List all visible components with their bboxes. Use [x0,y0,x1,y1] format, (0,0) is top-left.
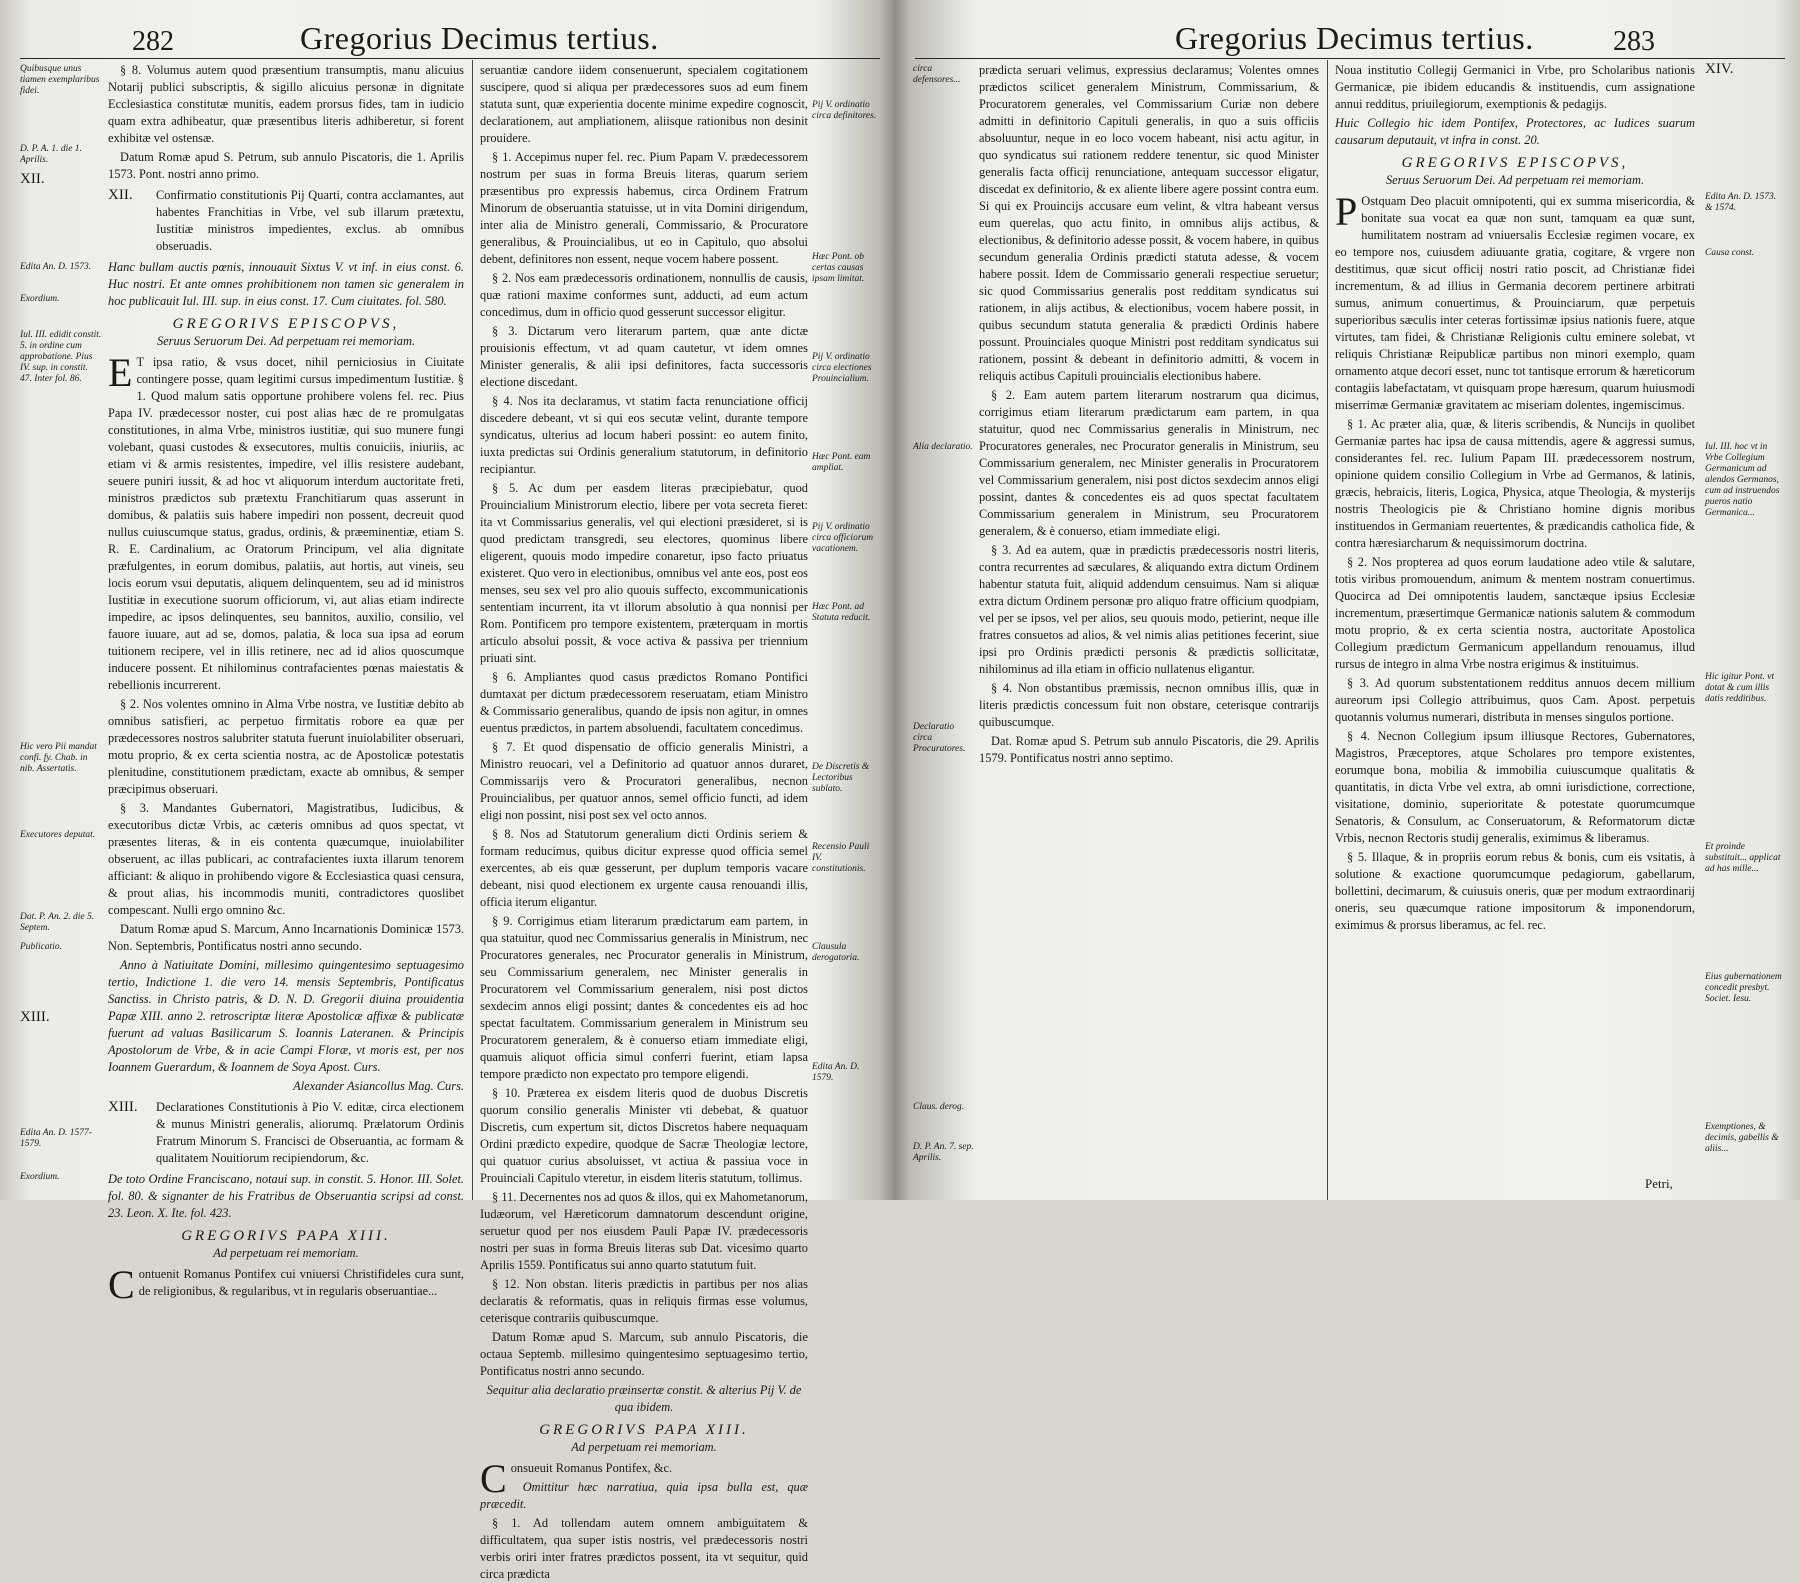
margin-note: Dat. P. An. 2. die 5. Septem. [20,912,95,933]
margin-note: XIV. [1705,61,1734,77]
paragraph: § 4. Non obstantibus præmissis, necnon omnibus illis, quæ in literis prædictis concessum fuit non obstare, ceterisque contrarijs quibuscumque. [979,681,1319,729]
bull-subheading: Seruus Seruorum Dei. Ad perpetuam rei memoriam. [1385,173,1645,187]
paragraph: Hanc bullam auctis pœnis, innouauit Sixtus V. vt inf. in eius const. 6. Huc nostri. Et ante omnes prohibitionem non tamen sic generalem in hoc publicauit Iul. III. sup. in eius const. 17. Cum ciuitates. fol. 580. [108,260,464,308]
paragraph: Datum Romæ apud S. Petrum, sub annulo Piscatoris, die 1. Aprilis 1573. Pont. nostri anno primo. [108,150,464,181]
margin-note: Causa const. [1705,248,1755,258]
section-number: XIII. [108,1099,138,1115]
paragraph: Datum Romæ apud S. Marcum, Anno Incarnationis Dominicæ 1573. Non. Septembris, Pontificatus nostri anno secundo. [108,922,464,953]
bull-heading: GREGORIVS PAPA XIII. [181,1228,391,1244]
margin-note: Hic igitur Pont. vt dotat & cum illis datis redditibus. [1705,672,1775,704]
paragraph: Noua institutio Collegij Germanici in Vrbe, pro Scholaribus nationis Germanicæ, pie ibidem educandis & instituendis, cum assignatione annui redditus, priuilegiorum, exemptionis & pedagijs. [1335,63,1695,111]
paragraph: Datum Romæ apud S. Marcum, sub annulo Piscatoris, die octaua Septemb. millesimo quingentesimo septuagesimo tertio, Pontificatus nostri anno secundo. [480,1330,808,1378]
dropcap: C [108,1262,135,1307]
margin-note: Pij V. ordinatio circa definitores. [812,100,877,121]
running-head: Gregorius Decimus tertius. [300,20,659,56]
paragraph: § 3. Ad ea autem, quæ in prædictis prædecessoris nostri literis, contra recurrentes ad sæculares, & aliquando extra dictum Ordinem habentur statuta fuit, aliquid addendum censuimus. Nam si aliquæ extra dictum Ordinem personæ pro aliquo fratre officium quodpiam, vel per se ipsos, vel per alios, seu quouis modo, petierint, neque ille fratres consuetos ad alios, & vel nimis alias petitiones fecerint, siue ipsi pro Ordinis prædicti personis & prædictis sollicitatæ, nihilominus ad illa etiam in officio nullatenus eligantur. [979,543,1319,676]
margin-note: Edita An. D. 1577-1579. [20,1128,92,1149]
paragraph: De toto Ordine Franciscano, notaui sup. in constit. 5. Honor. III. Solet. fol. 80. & signanter de his Fratribus de Obseruantia scripsi ad const. 23. Leon. X. Ite. fol. 423. [108,1172,464,1220]
margin-note: Hæc Pont. ob certas causas ipsam limitat. [812,252,865,284]
paragraph: § 4. Nos ita declaramus, vt statim facta renunciatione officij discedere debeant, vt si qui eos secutæ velint, durante tempore syndicatus, ulterius ad locum haberi possint: eo autem finito, iuxta predictas sui Ordinis generalium statutorum, in definitorio recipiantur. [480,394,808,476]
paragraph: Omittitur hæc narratiua, quia ipsa bulla est, quæ præcedit. [480,1480,808,1511]
running-head: Gregorius Decimus tertius. [1175,20,1534,56]
margin-note: Pij V. ordinatio circa electiones Prouincialium. [812,352,872,384]
paragraph: § 8. Nos ad Statutorum generalium dicti Ordinis seriem & formam reducimus, quibus dicitur expresse quod officia semel exercentes, ab eis quæ gesserunt, per duplum temporis vacare debeant, nisi quod electionem ex urgente causa renouandi illis, officia iterum eligantur. [480,827,808,909]
margin-note: Edita An. D. 1573. [20,262,92,272]
margin-note: Executores deputat. [20,830,96,840]
margin-note: Hæc Pont. ad Statuta reducit. [812,602,871,623]
paragraph: § 7. Et quod dispensatio de officio generalis Ministri, a Ministro reuocari, vel a Definitorio ad quatuor annos duraret, Commissarijs vero & Procuratori generalibus, necnon Prouincialibus, per quatuor annos, semel officio functi, ad idem eligi non possint, nisi post sex vel octo annos. [480,740,808,822]
margin-note: circa defensores... [913,64,961,85]
margin-note: Declaratio circa Procuratores. [913,722,966,754]
paragraph: § 2. Eam autem partem literarum nostrarum qua dicimus, corrigimus etiam literarum prædictarum eam partem, in qua statuitur, quod nec Commissarius generalis in Ministrum, nec Procuratores generales, nec Procurator generalis in Ministrum, seu Commissarium generalem, nec Minister generalis in Procuratorem vel Commissarium generalem, nisi post dictos sexdecim annos eligi possint, dantes & concedentes eis ad quos spectat facultatem Commissarium generalem in Ministrum, seu Procuratorem generalem, & è conuerso, etiam immediate eligi. [979,388,1319,538]
sequitur-note: Sequitur alia declaratio præinsertæ constit. & alterius Pij V. de qua ibidem. [486,1383,802,1414]
text-column-4 [1335,62,1695,1192]
paragraph: § 8. Volumus autem quod præsentium transumptis, manu alicuius Notarij publici subscriptis, & sigillo alicuius personæ in dignitate Ecclesiastica constitutæ munitis, eadem prorsus fides, tam in iudicio quam extra adhibeatur, quæ præsentibus literis adhiberetur, si forent exhibitæ vel ostensæ. [108,63,464,145]
text-column-1 [108,62,464,1307]
paragraph: § 10. Præterea ex eisdem literis quod de duobus Discretis quorum consilio generalis Minister vti debebat, & quatuor Discretis, cum expertum sit, dictos Discretos habere nequaquam Ordini prædicto expedire, quodque de Sacræ Theologiæ lectore, qui quatuor curius absoluisset, vt actiua & passiua voce in Prouinciali Capitulo vteretur, in eisdem literis statutum, tollimus. [480,1086,808,1185]
paragraph: § 2. Nos volentes omnino in Alma Vrbe nostra, ve Iustitiæ debito ab omnibus satisfieri, ac perpetuo firmitatis robore ea quæ per prædecessores nostros salubriter statuta fuerunt inuiolabiliter obseruari, motu proprio, & ex certa scientia nostra, ac de Apostolicæ potestatis plenitudine, constitutionem prædictam, exacte ab omnibus, & semper præcipimus obseruari. [108,697,464,796]
page-number: 283 [1613,26,1655,57]
margin-note: Edita An. D. 1579. [812,1062,860,1083]
left-page [0,0,890,1581]
margin-note: Exordium. [20,1172,60,1182]
paragraph: § 4. Necnon Collegium ipsum illiusque Rectores, Gubernatores, Magistros, Præceptores, atque Scholares pro tempore existentes, eorumque bona, mobilia & immobilia cuiuscumque qualitatis & quantitatis, in dicta Vrbe vel extra, ab omni iurisdictione, correctione, visitatione, dominio, superioritate & potestate quorumcumque Senatoris, & Consulum, ac Conseruatorum, & Reformatorum dictæ Vrbis, necnon Rectoris studij generalis, eximimus & liberamus. [1335,729,1695,845]
bull-heading: GREGORIVS EPISCOPVS, [172,316,400,332]
margin-note: Hæc Pont. eam ampliat. [812,452,871,473]
paragraph: T ipsa ratio, & vsus docet, nihil perniciosius in Ciuitate contingere posse, quam legitimi cursus impedimentum Iustitiæ. § 1. Quod malum satis opportune prohibere volens fel. rec. Pius Papa IV. prædecessor noster, cui post alias hæc de re promulgatas constitutiones, in alma Vrbe, ministros iustitiæ, qui suo munere fungi volebant, quasi custodes & exsecutores, multis conuiciis, iniuriis, ac etiam vi & armis resistentes, impedire, vel illis resistere audebant, seuere puniri iussit, & ad hoc vt aliquorum interdum auctoritate freti, ministros prædictos sub prætextu Franchitiarum quas asserunt in domibus, & palatiis suis habere impediri non possent, decreuit quod nullus cuiuscumque status, gradus, ordinis, & præeminentiæ, etiam S. R. E. Cardinalium, ac Oratorum Principum, vel alia dignitate præfulgentes, in eorum domibus, palatiis, aut hortis, aut vineis, seu locis eorum vsui deputatis, aliquem delinquentem, seu ad id ministros Iustitiæ in executione suorum officiorum, vi, aut alias etiam indirecte impedire, ac ipsos delinquentes, seu bannitos, auxilio, consilio, vel fauore iuuare, aut ad se, domos, palatia, & loca sua ipsa ad eorum tuitionem recipere, vel in illis retinere, nec ad id alios quoscumque inducere possent. Et nihilominus contrafacientes pœnas maiestatis & rebellionis incurrerent. [108,355,464,692]
column-rule [472,60,473,1200]
paragraph: § 12. Non obstan. literis prædictis in partibus per nos alias declaratis & reformatis, quas in reliquis firmas esse volumus, ceterisque contrariis quibuscumque. [480,1277,808,1325]
margin-note: Claus. derog. [913,1102,965,1112]
margin-note: D. P. A. 1. die 1. Aprilis. [20,144,82,165]
bull-subheading: Ad perpetuam rei memoriam. [571,1440,717,1454]
text-column-2 [480,62,808,1581]
paragraph: § 2. Nos propterea ad quos eorum laudatione adeo vtile & salutare, totis viribus promouendum, animum & mentem nostram conuertimus. Quocirca ad Dei omnipotentis laudem, sanctæque ipsius Ecclesiæ incrementum, præsertimque Germanicæ nationis salutem & commodum motu proprio, & ex certa scientia nostra, auctoritate Apostolica Collegium prædictum Germanicum appellandum renouamus, illud rursus de integro in alma Vrbe nostra erigimus & instituimus. [1335,555,1695,671]
catchword: Petri, [1645,1176,1673,1191]
paragraph: § 1. Ad tollendam autem omnem ambiguitatem & difficultatem, qua super istis nostris, vel prædecessoris nostri verbis oriri inter fratres prædictos possent, ita vt sequitur, quid circa prædicta [480,1516,808,1581]
bull-subheading: Seruus Seruorum Dei. Ad perpetuam rei memoriam. [156,334,416,348]
section-title-xiii [108,1099,464,1167]
paragraph: prædicta seruari velimus, expressius declaramus; Volentes omnes prædictos scilicet generalem Ministrum, Commissarium, & Procuratorem generales, vel Commissarium Curiæ non debere admitti in definitorio Capituli generalis, in quo a suis officiis absoluuntur, neque in eo loco vocem habeant, nisi actu agitur, in quo syndicatus sui rationem reddere tenentur, sic quod Minister generalis facta officij renunciatione, antequam successor eligatur, discedat ex definitorio, & ex aliente libere agere possint contra eum. Si qui ex Prouincijs accusare eum velint, & vltra habeant versus eum querelas, quo actu finito, in omnibus alijs actibus, & electionibus, & definitorio adesse possit, & vocem habere, in quibus secundum generalia Ordinis prædicti statuta adesse, & vocem habere possit. Idem de Commissario generali respectiue seruetur; sic quod Commissarius generalis post redditam syndicatus sui rationem, in alijs actibus, & electionibus, vocem habere possit, in quibus secundum statuta generalia & prædicti Ordinis habere possunt. Prouinciales quoque Ministri post redditam syndicatus sui rationem, possint & debeant in definitorio admitti, & vocem in reliquis actibus Capituli prouincialis electionibus habere. [979,63,1319,383]
paragraph: ontuenit Romanus Pontifex cui vniuersi Christifideles cura sunt, de religionibus, & regularibus, vt in regularis obseruantiae... [138,1267,464,1298]
section-title-xii [108,187,464,255]
dropcap: P [1335,189,1358,234]
paragraph: § 1. Ac præter alia, quæ, & literis scribendis, & Nuncijs in quolibet Germaniæ partes hac ipsa de causa mittendis, agere & aggressi sumus, considerantes fel. rec. Iulium Papam III. prædecessorem nostrum, opinione quidem consilio Collegium in Vrbe ad Germanos, & latinis, græcis, hebraicis, literis, Logica, Physica, atque Theologia, & mysterijs nostris Theologicis pie & Christiano homine dignis moribus instituendos in Germaniam reuertentes, & prædicandis catholica fide, & contra hæresiarcharum & nequissimorum doctrina. [1335,417,1695,550]
header-rule [915,58,1785,59]
paragraph: Dat. Romæ apud S. Petrum sub annulo Piscatoris, die 29. Aprilis 1579. Pontificatus nostri anno septimo. [979,734,1319,765]
margin-note: Publicatio. [20,942,62,952]
margin-note: Exemptiones, & decimis, gabellis & aliis... [1705,1122,1779,1154]
right-page [905,0,1800,1200]
margin-note: Clausula derogatoria. [812,942,860,963]
paragraph: § 3. Dictarum vero literarum partem, quæ ante dictæ prouisionis effectum, vt ad quam cautetur, vt idem omnes Minister generalis, & alii ipsi definitores, facta successoris electione discedant. [480,324,808,389]
margin-note: Quibusque unus tiamen exemplaribus fidei. [20,64,100,96]
header-rule [20,58,880,59]
paragraph: Ostquam Deo placuit omnipotenti, qui ex summa misericordia, & bonitate sua vocat ea quæ non sunt, tamquam ea quæ sunt, humilitatem nostram ad vniuersalis Ecclesiæ regimen vocare, ex eo tempore nos, cuiusdem adiuuante gratia, cogitare, & vrgere non destitimus, quæ sicut officij nostri ratio poscit, ad Christianæ fidei incrementum, & ad illius in Germania decorem pertinere arbitrati sumus, animum conuertimus, & Prouinciarum, quæ perpetuis superioribus sæculis inter ceteras fortissimæ ipsius nationis fuere, atque virtutes, tam fidei, & Christianæ Religionis cultu eminere solebat, vt reliquis Christianæ Reipublicæ partibus non minori exemplo, quam ornamento atque decori esset, nunc tot tantisque errorum & hæreticorum contagiis labefactatam, vt quisquam prope hæresum, quarum huiusmodi miserrimæ Germaniæ gravitatem ac miseriam dolentes, ingemiscimus. [1335,194,1695,412]
margin-note: XIII. [20,1009,50,1025]
margin-note: Edita An. D. 1573. & 1574. [1705,192,1777,213]
section-summary: Confirmatio constitutionis Pij Quarti, contra acclamantes, aut habentes Franchitias in Vrbe, vel sub illarum prætextu, Iustitiæ ministros impedientes, exclus. ab omnibus obseruadis. [156,188,464,253]
paragraph: § 5. Illaque, & in propriis eorum rebus & bonis, cum eis vsitatis, à solutione & exactione quorumcumque pedagiorum, gabellarum, bollettini, decimarum, & cuiusuis oneris, quæ per modum extraordinarij oneris, seu quæcumque ratione impositorum & imponendorum, eximimus & prorsus liberamus, ac fel. rec. [1335,850,1695,932]
dropcap: C [480,1456,507,1501]
paragraph: § 3. Mandantes Gubernatori, Magistratibus, Iudicibus, & executoribus dictæ Vrbis, ac cæteris omnibus ad quos spectat, vt præsentes literas, & in eis contenta quæcumque, inuiolabiliter obseruent, ac illas publicari, ac contrafacientes iuxta illarum tenorem afficiant: & aliquo in prohibendo vigore & Ecclesiastica quasi censura, & prout alias, his incommodis muniti, contradictores quoslibet compescant. Nulli ergo omnino &c. [108,801,464,917]
publication-note: Anno à Natiuitate Domini, millesimo quingentesimo septuagesimo tertio, Indictione 1. die vero 14. mensis Septembris, Pontificatus Sanctiss. in Christo patris, & D. N. D. Gregorii diuina prouidentia Papæ XIII. anno 2. retroscriptæ literæ Apostolicæ affixæ & publicatæ fuerunt ad valuas Basilicarum S. Ioannis Lateranen. & Principis Apostolorum de Vrbe, & in acie Campi Floræ, vt moris est, per nos Ioannem Guerardum, & Ioannem de Soya Apost. Curs. [108,958,464,1074]
paragraph: onsueuit Romanus Pontifex, &c. [510,1461,673,1475]
paragraph: § 9. Corrigimus etiam literarum prædictarum eam partem, in qua statuitur, quod nec Commissarius generalis in Ministrum, nec Procuratores generales, nec Procurator generalis in Ministrum, seu Commissarium generalem, nec Minister generalis in Procuratorem vel Commissarium generalem, nisi post dictos sexdecim annos eligi possint; dantes & concedentes eis ad hoc spectat facultatem. Commissarium generalem in Ministrum seu Procuratorem generalem, & è conuerso etiam immediate eligi, quamuis aliquot officia simul conferri fuerint, etiam lapsa tempore prædicto non expectato pro tempore eligendi. [480,914,808,1081]
margin-note: Alia declaratio. [913,442,973,452]
margin-note: XII. [20,171,45,187]
margin-note: D. P. An. 7. sep. Aprilis. [913,1142,974,1163]
dropcap: E [108,350,133,395]
margin-note: Hic vero Pii mandat confi. fy. Chab. in nib. Assertatis. [20,742,97,774]
signature: Alexander Asiancollus Mag. Curs. [293,1079,464,1093]
margin-note: Iul. III. hoc vt in Vrbe Collegium Germanicum ad alendos Germanos, cum ad instruendos pueros natio Germanica... [1705,442,1780,518]
paragraph: § 5. Ac dum per easdem literas præcipiebatur, quod Prouincialium Ministrorum electio, libere per vota secreta fieret: ita vt Commissarius generalis, vel qui electioni præsideret, si is quod predictam transgredi, seu electores, quominus libere eligerent, quouis modo impedire conaretur, ipso facto priuatus existeret. Quo vero in electionibus, omnibus vel ante eos, post eos menses, seu sex vel pro alio quouis suffecto, excommunicationis sententiam incurrent, ita vt illorum absolutio à qua nonnisi per Rom. Pontificem pro tempore existentem, præterquam in mortis articulo absolui possit, & voce activa & passiva per triennium priuati sint. [480,481,808,665]
paragraph: seruantiæ candore iidem consenuerunt, specialem cogitationem suscipere, quod si aliqua per prædecessores suos ad eum finem statuta sunt, quæ experientia docente minime expedire cognoscit, declarationem, aut ampliationem, aliisque rationibus non desinit prouidere. [480,63,808,145]
section-number: XII. [108,187,133,203]
margin-note: Pij V. ordinatio circa officiorum vacationem. [812,522,874,554]
margin-note: Eius gubernationem concedit presbyt. Societ. Iesu. [1705,972,1782,1004]
margin-note: Exordium. [20,294,60,304]
page-number: 282 [132,26,174,57]
bull-heading: GREGORIVS PAPA XIII. [539,1422,749,1438]
section-summary: Declarationes Constitutionis à Pio V. editæ, circa electionem & munus Ministri generalis, aliorumq. Prælatorum Ordinis Fratrum Minorum S. Francisci de Obseruantia, ac formam & qualitatem Nouitiorum recipiendorum, &c. [156,1100,464,1165]
paragraph: § 3. Ad quorum substentationem redditus annuos decem millium aureorum ipsi Collegio attribuimus, quos Cam. Apost. perpetuis quotannis volumus numerari, distributa in menses singulos portione. [1335,676,1695,724]
paragraph: Huic Collegio hic idem Pontifex, Protectores, ac Iudices suarum causarum deputauit, vt infra in const. 20. [1335,116,1695,147]
paragraph: § 1. Accepimus nuper fel. rec. Pium Papam V. prædecessorem nostrum per suas in forma Breuis literas, quarum seriem præsentibus pro expressis habemus, circa Ordinem Fratrum Minorum de obseruantia statuisse, ut in vita Domini dirigendum, inter alia de Ministro generali, Commissario, & Procuratore generalibus, & Prouincialibus, ut eo in Capitulo, quo absolui debent, definitores non essent, neque vocem habere possent. [480,150,808,266]
column-rule [1327,60,1328,1200]
bull-heading: GREGORIVS EPISCOPVS, [1401,155,1629,171]
margin-note: De Discretis & Lectoribus sublato. [812,762,870,794]
paragraph: § 11. Decernentes nos ad quos & illos, qui ex Mahometanorum, Iudæorum, vel Hæreticorum damnatorum descendunt origine, seruetur quod per nos eiusdem Pauli Papæ IV. prædecessoris nostri per suas in forma Breuis literas sub Dat. vicesimo quarto Aprilis 1559. Pontificatus sui anno quarto statutum fuit. [480,1190,808,1272]
bull-subheading: Ad perpetuam rei memoriam. [213,1246,359,1260]
margin-note: Iul. III. edidit constit. 5. in ordine cum approbatione. Pius IV. sup. in constit. 47. Inter fol. 86. [20,330,102,384]
paragraph: § 2. Nos eam prædecessoris ordinationem, nonnullis de causis, quæ rationi maxime conformes sunt, adducti, ad eum actum concedimus, dum in officio quod gesserunt successor eligitur. [480,271,808,319]
margin-note: Recensio Pauli IV. constitutionis. [812,842,870,874]
margin-note: Et proinde substituit... applicat ad has mille... [1705,842,1781,874]
text-column-3 [979,62,1319,1192]
paragraph: § 6. Ampliantes quod casus prædictos Romano Pontifici dumtaxat per dictum prædecessorem reseruatam, etiam Ministro & Commissario generalibus, quando de ipsis non agitur, in omnes euentus prædictos, in partem absoluendi, facultatem concedimus. [480,670,808,735]
